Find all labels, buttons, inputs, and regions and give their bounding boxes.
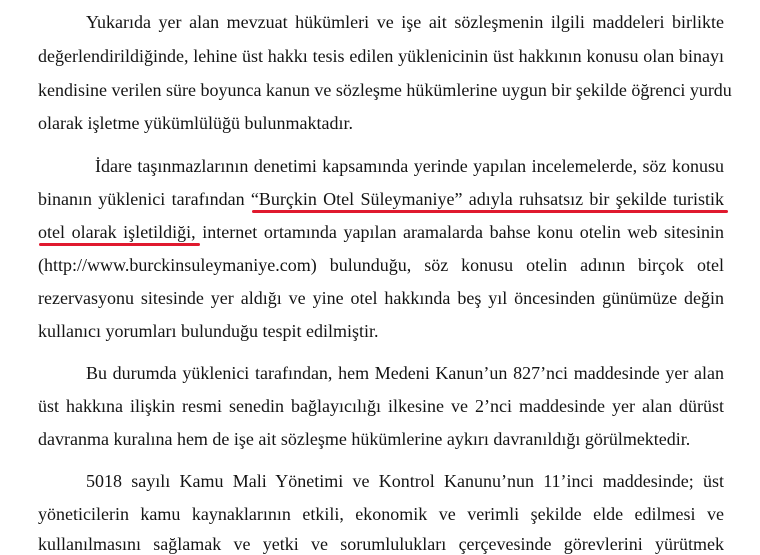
- highlighted-hotel-name: “Burçkin Otel Süleymaniye” adıyla ruhsatsız bir şekilde turistik: [250, 189, 724, 209]
- paragraph-4-line-2: yöneticilerin kamu kaynaklarının etkili, ekonomik ve verimli şekilde elde edilmesi ve: [38, 504, 724, 524]
- red-underline-2: [39, 243, 200, 246]
- paragraph-1-line-1: Yukarıda yer alan mevzuat hükümleri ve işe ait sözleşmenin ilgili maddeleri birlikte: [86, 12, 724, 32]
- paragraph-3-line-2: üst hakkına ilişkin resmi senedin bağlayıcılığı ilkesine ve 2’nci maddesinde yer alan dürüst: [38, 396, 724, 416]
- paragraph-2-line-6: kullanıcı yorumları bulunduğu tespit edilmiştir.: [38, 321, 379, 341]
- paragraph-1-line-2: değerlendirildiğinde, lehine üst hakkı tesis edilen yüklenicinin üst hakkının konusu olan binayı: [38, 46, 724, 66]
- red-underline-1: [252, 210, 728, 213]
- paragraph-2-line-2: [38, 188, 724, 210]
- paragraph-2-line-5: rezervasyonu sitesinde yer aldığı ve yine otel hakkında beş yıl öncesinden günümüze değin: [38, 288, 724, 308]
- paragraph-2-line-2-text: binanın yüklenici tarafından: [38, 189, 251, 209]
- paragraph-2-line-4: (http://www.burckinsuleymaniye.com) bulunduğu, söz konusu otelin adının birçok otel: [38, 255, 724, 275]
- highlighted-operation-text: otel olarak işletildiği,: [38, 222, 196, 242]
- paragraph-3-line-3: davranma kuralına hem de işe ait sözleşme hükümlerine aykırı davranıldığı görülmektedir.: [38, 429, 691, 449]
- paragraph-1-line-4: olarak işletme yükümlülüğü bulunmaktadır.: [38, 113, 353, 133]
- paragraph-4-line-1: 5018 sayılı Kamu Mali Yönetimi ve Kontrol Kanunu’nun 11’inci maddesinde; üst: [86, 471, 724, 491]
- paragraph-2-line-1: İdare taşınmazlarının denetimi kapsamında yerinde yapılan incelemelerde, söz konusu: [95, 156, 724, 176]
- paragraph-2-line-3: [38, 221, 724, 243]
- paragraph-2-line-3-text: internet ortamında yapılan aramalarda bahse konu otelin web sitesinin: [195, 222, 724, 242]
- paragraph-1-line-3: kendisine verilen süre boyunca kanun ve sözleşme hükümlerine uygun bir şekilde öğrenci yurdu: [38, 80, 732, 100]
- paragraph-4-line-3: kullanılmasını sağlamak ve yetki ve sorumlulukları çerçevesinde görevlerini yürütmek: [38, 534, 724, 554]
- paragraph-3-line-1: Bu durumda yüklenici tarafından, hem Medeni Kanun’un 827’nci maddesinde yer alan: [86, 363, 724, 383]
